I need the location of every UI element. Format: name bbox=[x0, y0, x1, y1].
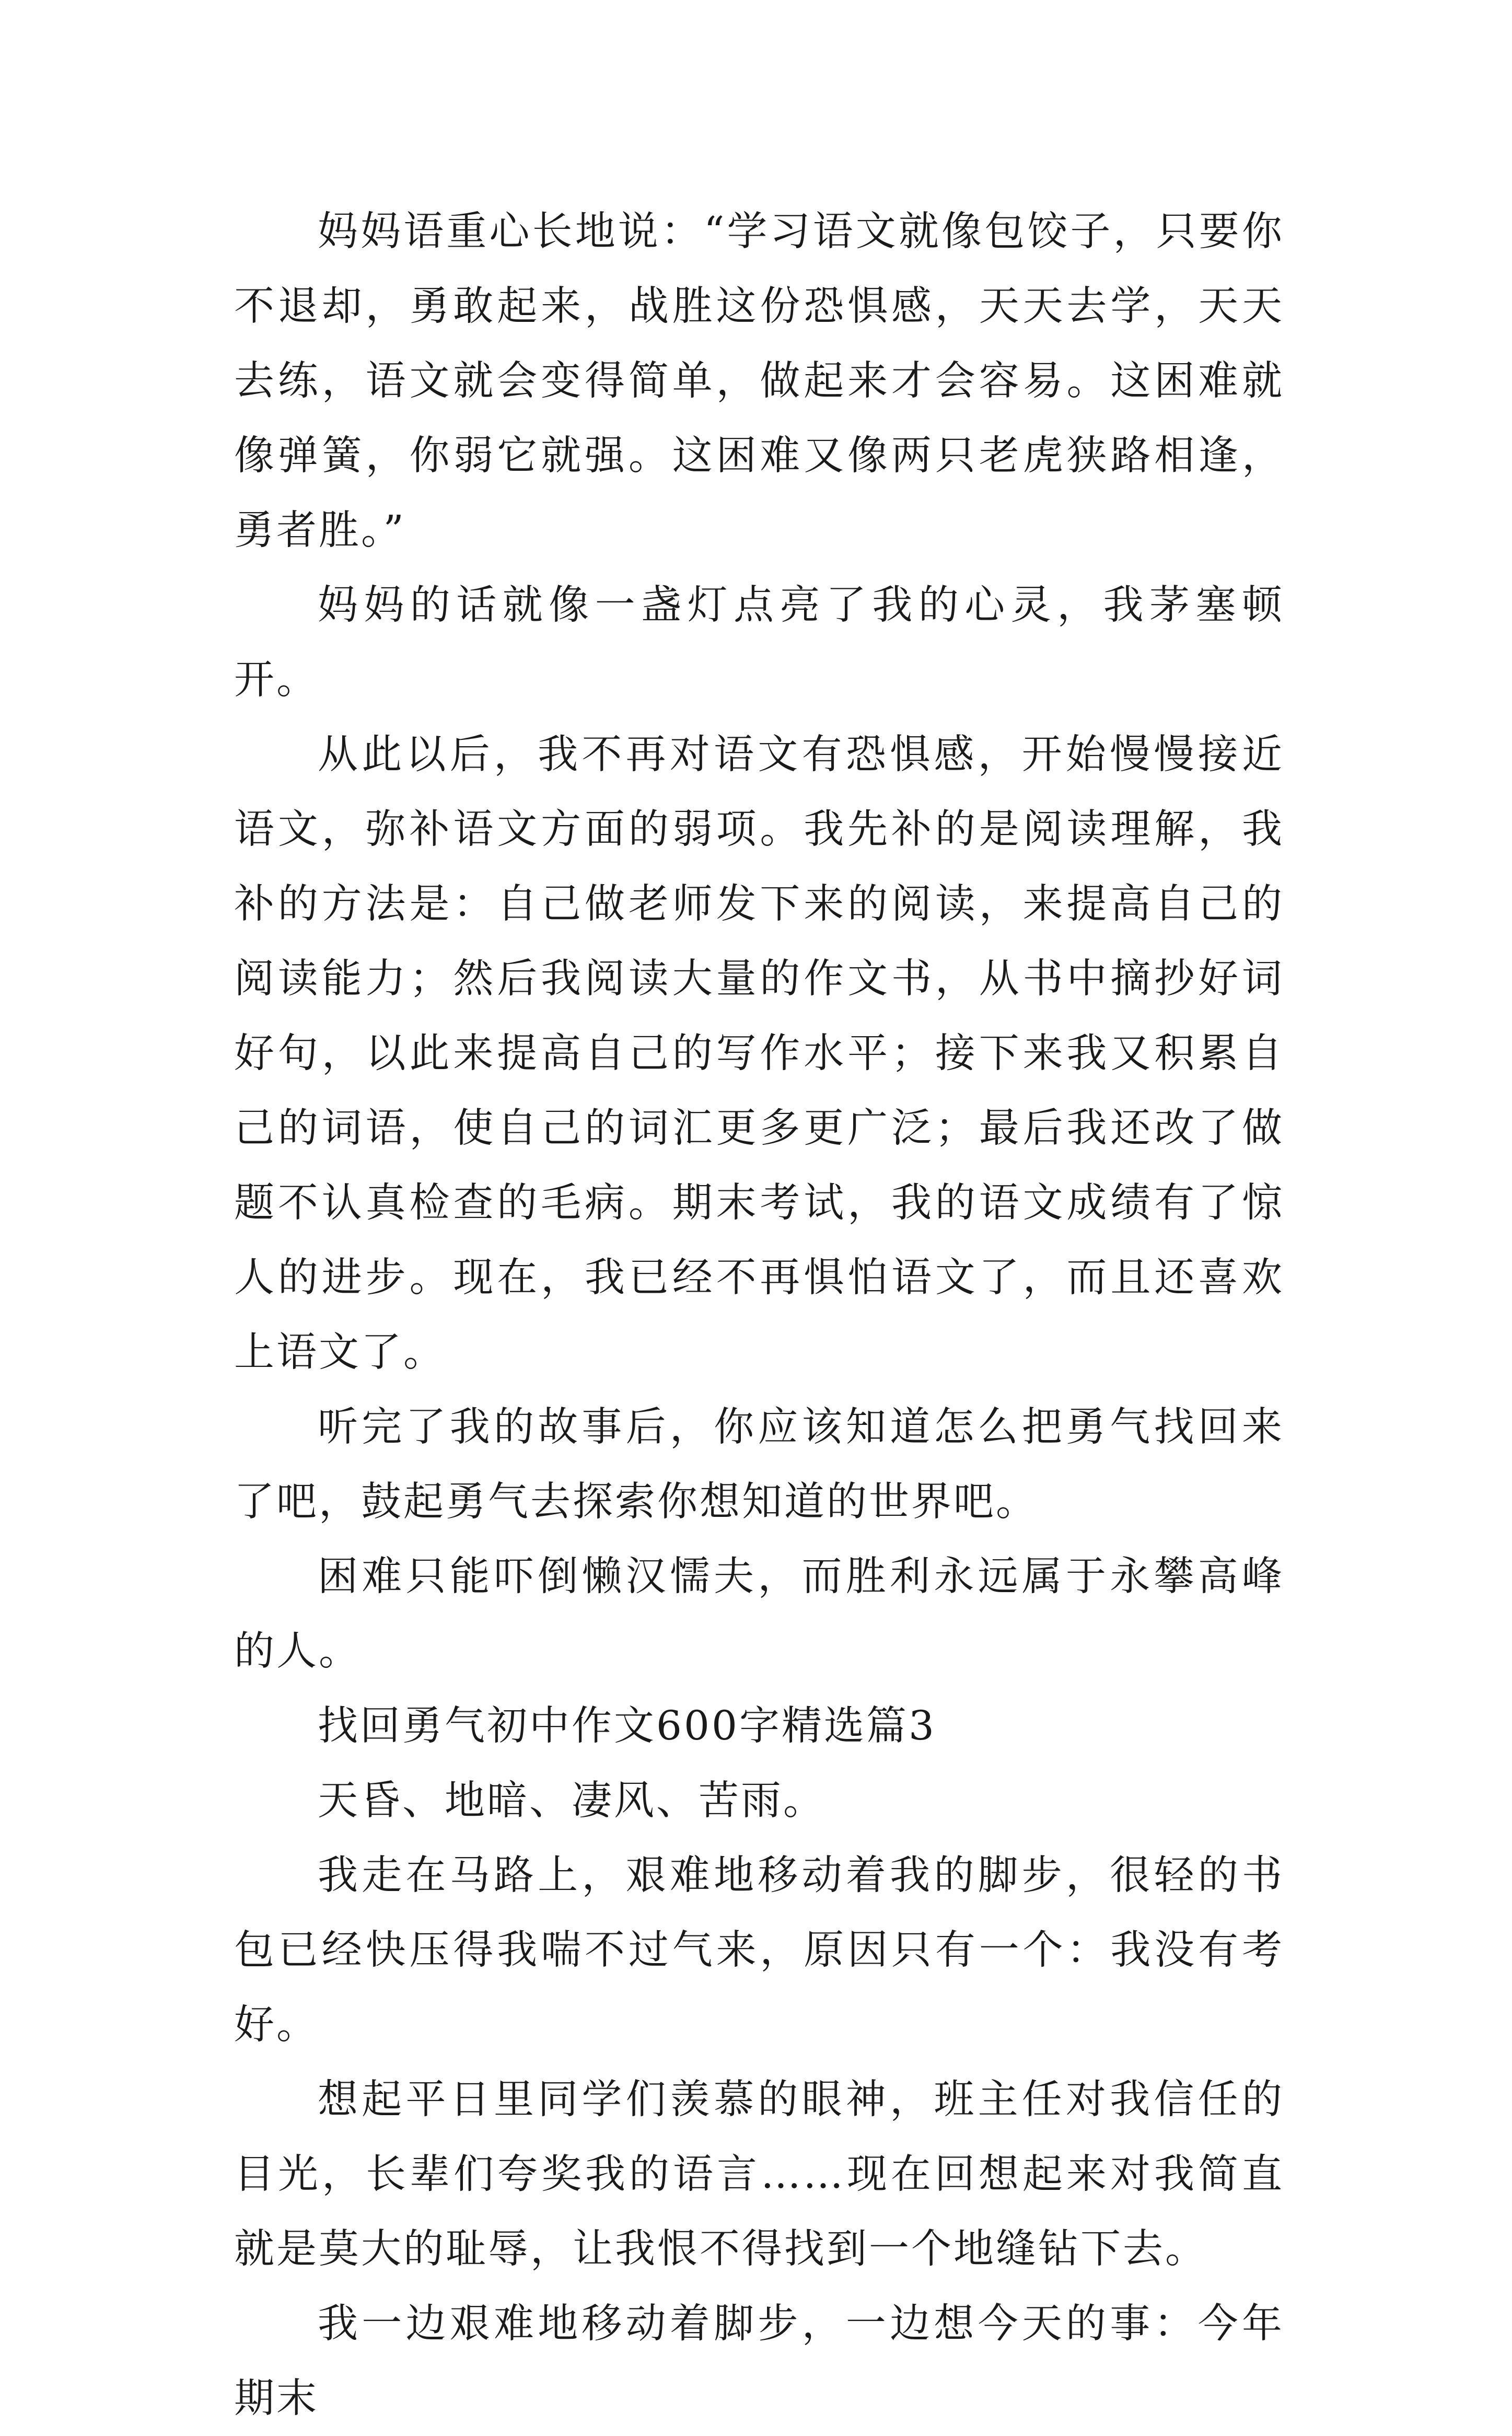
paragraph-8: 我走在马路上，艰难地移动着我的脚步，很轻的书包已经快压得我喘不过气来，原因只有一个：我没有考好。 bbox=[234, 1852, 1284, 2048]
paragraph-5: 困难只能吓倒懒汉懦夫，而胜利永远属于永攀高峰的人。 bbox=[234, 1553, 1284, 1675]
paragraph-2: 妈妈的话就像一盏灯点亮了我的心灵，我茅塞顿开。 bbox=[234, 582, 1284, 703]
paragraph-10: 我一边艰难地移动着脚步，一边想今天的事：今年期末 bbox=[234, 2301, 1284, 2422]
paragraph-7: 天昏、地暗、凄风、苦雨。 bbox=[318, 1778, 825, 1824]
paragraph-3: 从此以后，我不再对语文有恐惧感，开始慢慢接近语文，弥补语文方面的弱项。我先补的是阅读理解，我补的方法是：自己做老师发下来的阅读，来提高自己的阅读能力；然后我阅读大量的作文书，从书中摘抄好词好句，以此来提高自己的写作水平；接下来我又积累自己的词语，使自己的词汇更多更广泛；最后我还改了做题不认真检查的毛病。期末考试，我的语文成绩有了惊人的进步。现在，我已经不再惧怕语文了，而且还喜欢上语文了。 bbox=[234, 732, 1284, 1376]
paragraph-1: 妈妈语重心长地说：“学习语文就像包饺子，只要你不退却，勇敢起来，战胜这份恐惧感，天天去学，天天去练，语文就会变得简单，做起来才会容易。这困难就像弹簧，你弱它就强。这困难又像两只老虎狭路相逢，勇者胜。” bbox=[234, 208, 1284, 554]
document-body bbox=[234, 194, 1284, 2436]
paragraph-9: 想起平日里同学们羡慕的眼神，班主任对我信任的目光，长辈们夸奖我的语言……现在回想起来对我简直就是莫大的耻辱，让我恨不得找到一个地缝钻下去。 bbox=[234, 2077, 1284, 2272]
section-heading: 找回勇气初中作文600字精选篇3 bbox=[318, 1703, 936, 1749]
paragraph-4: 听完了我的故事后，你应该知道怎么把勇气找回来了吧，鼓起勇气去探索你想知道的世界吧。 bbox=[234, 1404, 1284, 1525]
